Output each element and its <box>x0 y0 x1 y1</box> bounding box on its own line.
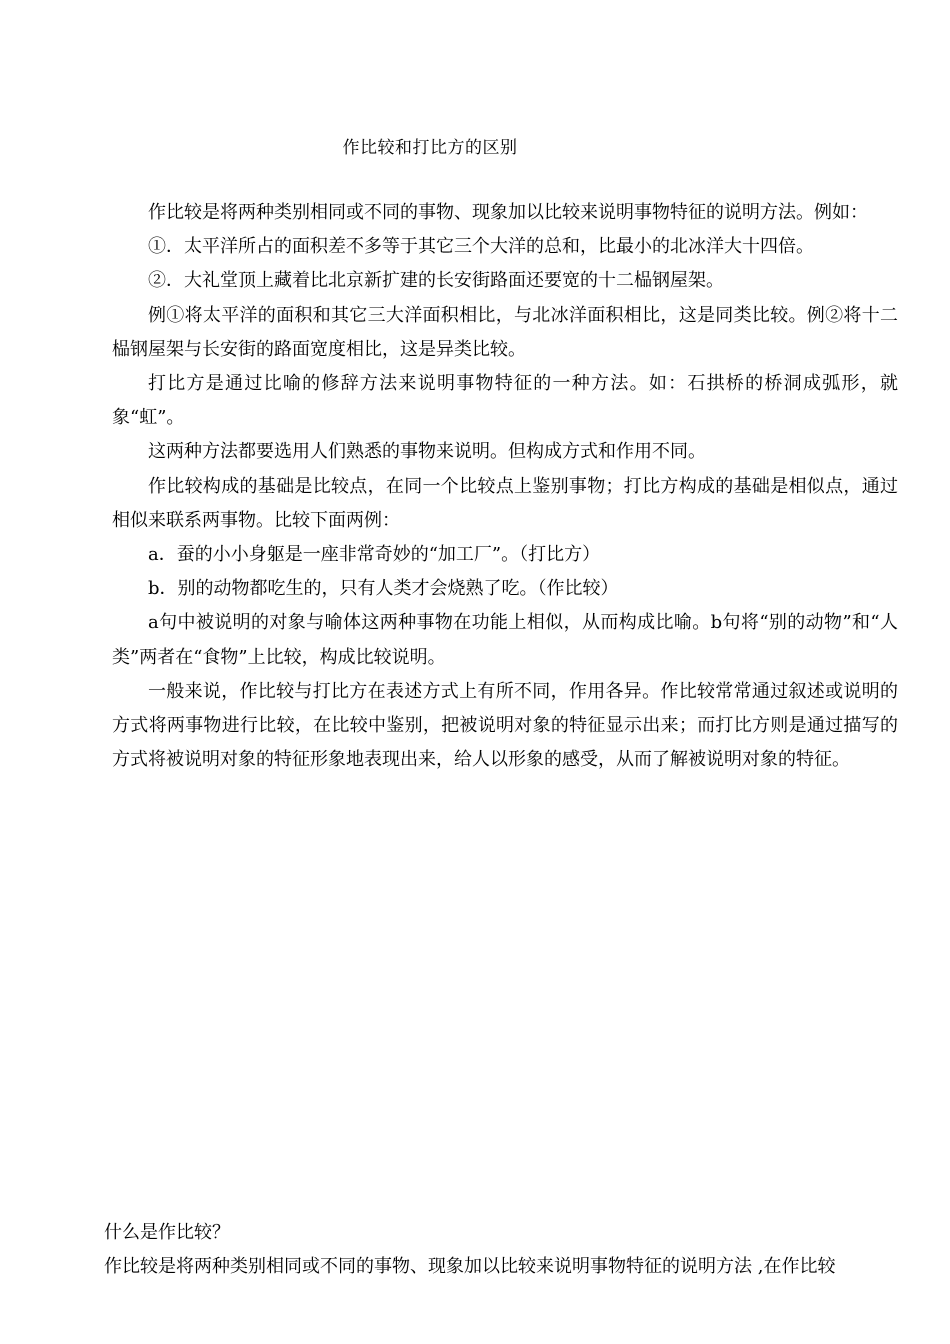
paragraph-basis: 作比较构成的基础是比较点，在同一个比较点上鉴别事物；打比方构成的基础是相似点，通过相似来联系两事物。比较下面两例： <box>112 475 898 531</box>
document-title <box>0 133 950 158</box>
bottom-section <box>104 1216 904 1284</box>
paragraph-explain-ab: a句中被说明的对象与喻体这两种事物在功能上相似，从而构成比喻。b句将“别的动物”和“人类”两者在“食物”上比较，构成比较说明。 <box>112 612 898 668</box>
answer-text: 作比较是将两种类别相同或不同的事物、现象加以比较来说明事物特征的说明方法 ,在作比较 <box>104 1256 836 1277</box>
paragraph-difference: 这两种方法都要选用人们熟悉的事物来说明。但构成方式和作用不同。 <box>148 441 706 463</box>
paragraph-summary: 一般来说，作比较与打比方在表述方式上有所不同，作用各异。作比较常常通过叙述或说明的方式将两事物进行比较，在比较中鉴别，把被说明对象的特征显示出来；而打比方则是通过描写的方式将被说明对象的特征形象地表现出来，给人以形象的感受，从而了解被说明对象的特征。 <box>112 680 898 771</box>
question-heading: 什么是作比较？ <box>104 1222 230 1243</box>
paragraph-intro: 作比较是将两种类别相同或不同的事物、现象加以比较来说明事物特征的说明方法。例如： <box>148 202 868 223</box>
paragraph-example-a: a．蚕的小小身躯是一座非常奇妙的“加工厂”。（打比方） <box>148 544 601 566</box>
title-text: 作比较和打比方的区别 <box>342 138 518 158</box>
paragraph-example-2: ②．大礼堂顶上藏着比北京新扩建的长安街路面还要宽的十二榀钢屋架。 <box>148 270 724 292</box>
paragraph-analysis: 例①将太平洋的面积和其它三大洋面积相比，与北冰洋面积相比，这是同类比较。例②将十二榀钢屋架与长安街的路面宽度相比，这是异类比较。 <box>112 304 898 360</box>
paragraph-example-b: b．别的动物都吃生的，只有人类才会烧熟了吃。（作比较） <box>148 578 619 600</box>
paragraph-metaphor: 打比方是通过比喻的修辞方法来说明事物特征的一种方法。如：石拱桥的桥洞成弧形，就象“虹”。 <box>112 373 898 429</box>
paragraph-example-1: ①．太平洋所占的面积差不多等于其它三个大洋的总和，比最小的北冰洋大十四倍。 <box>148 236 814 258</box>
document-body <box>112 196 898 777</box>
